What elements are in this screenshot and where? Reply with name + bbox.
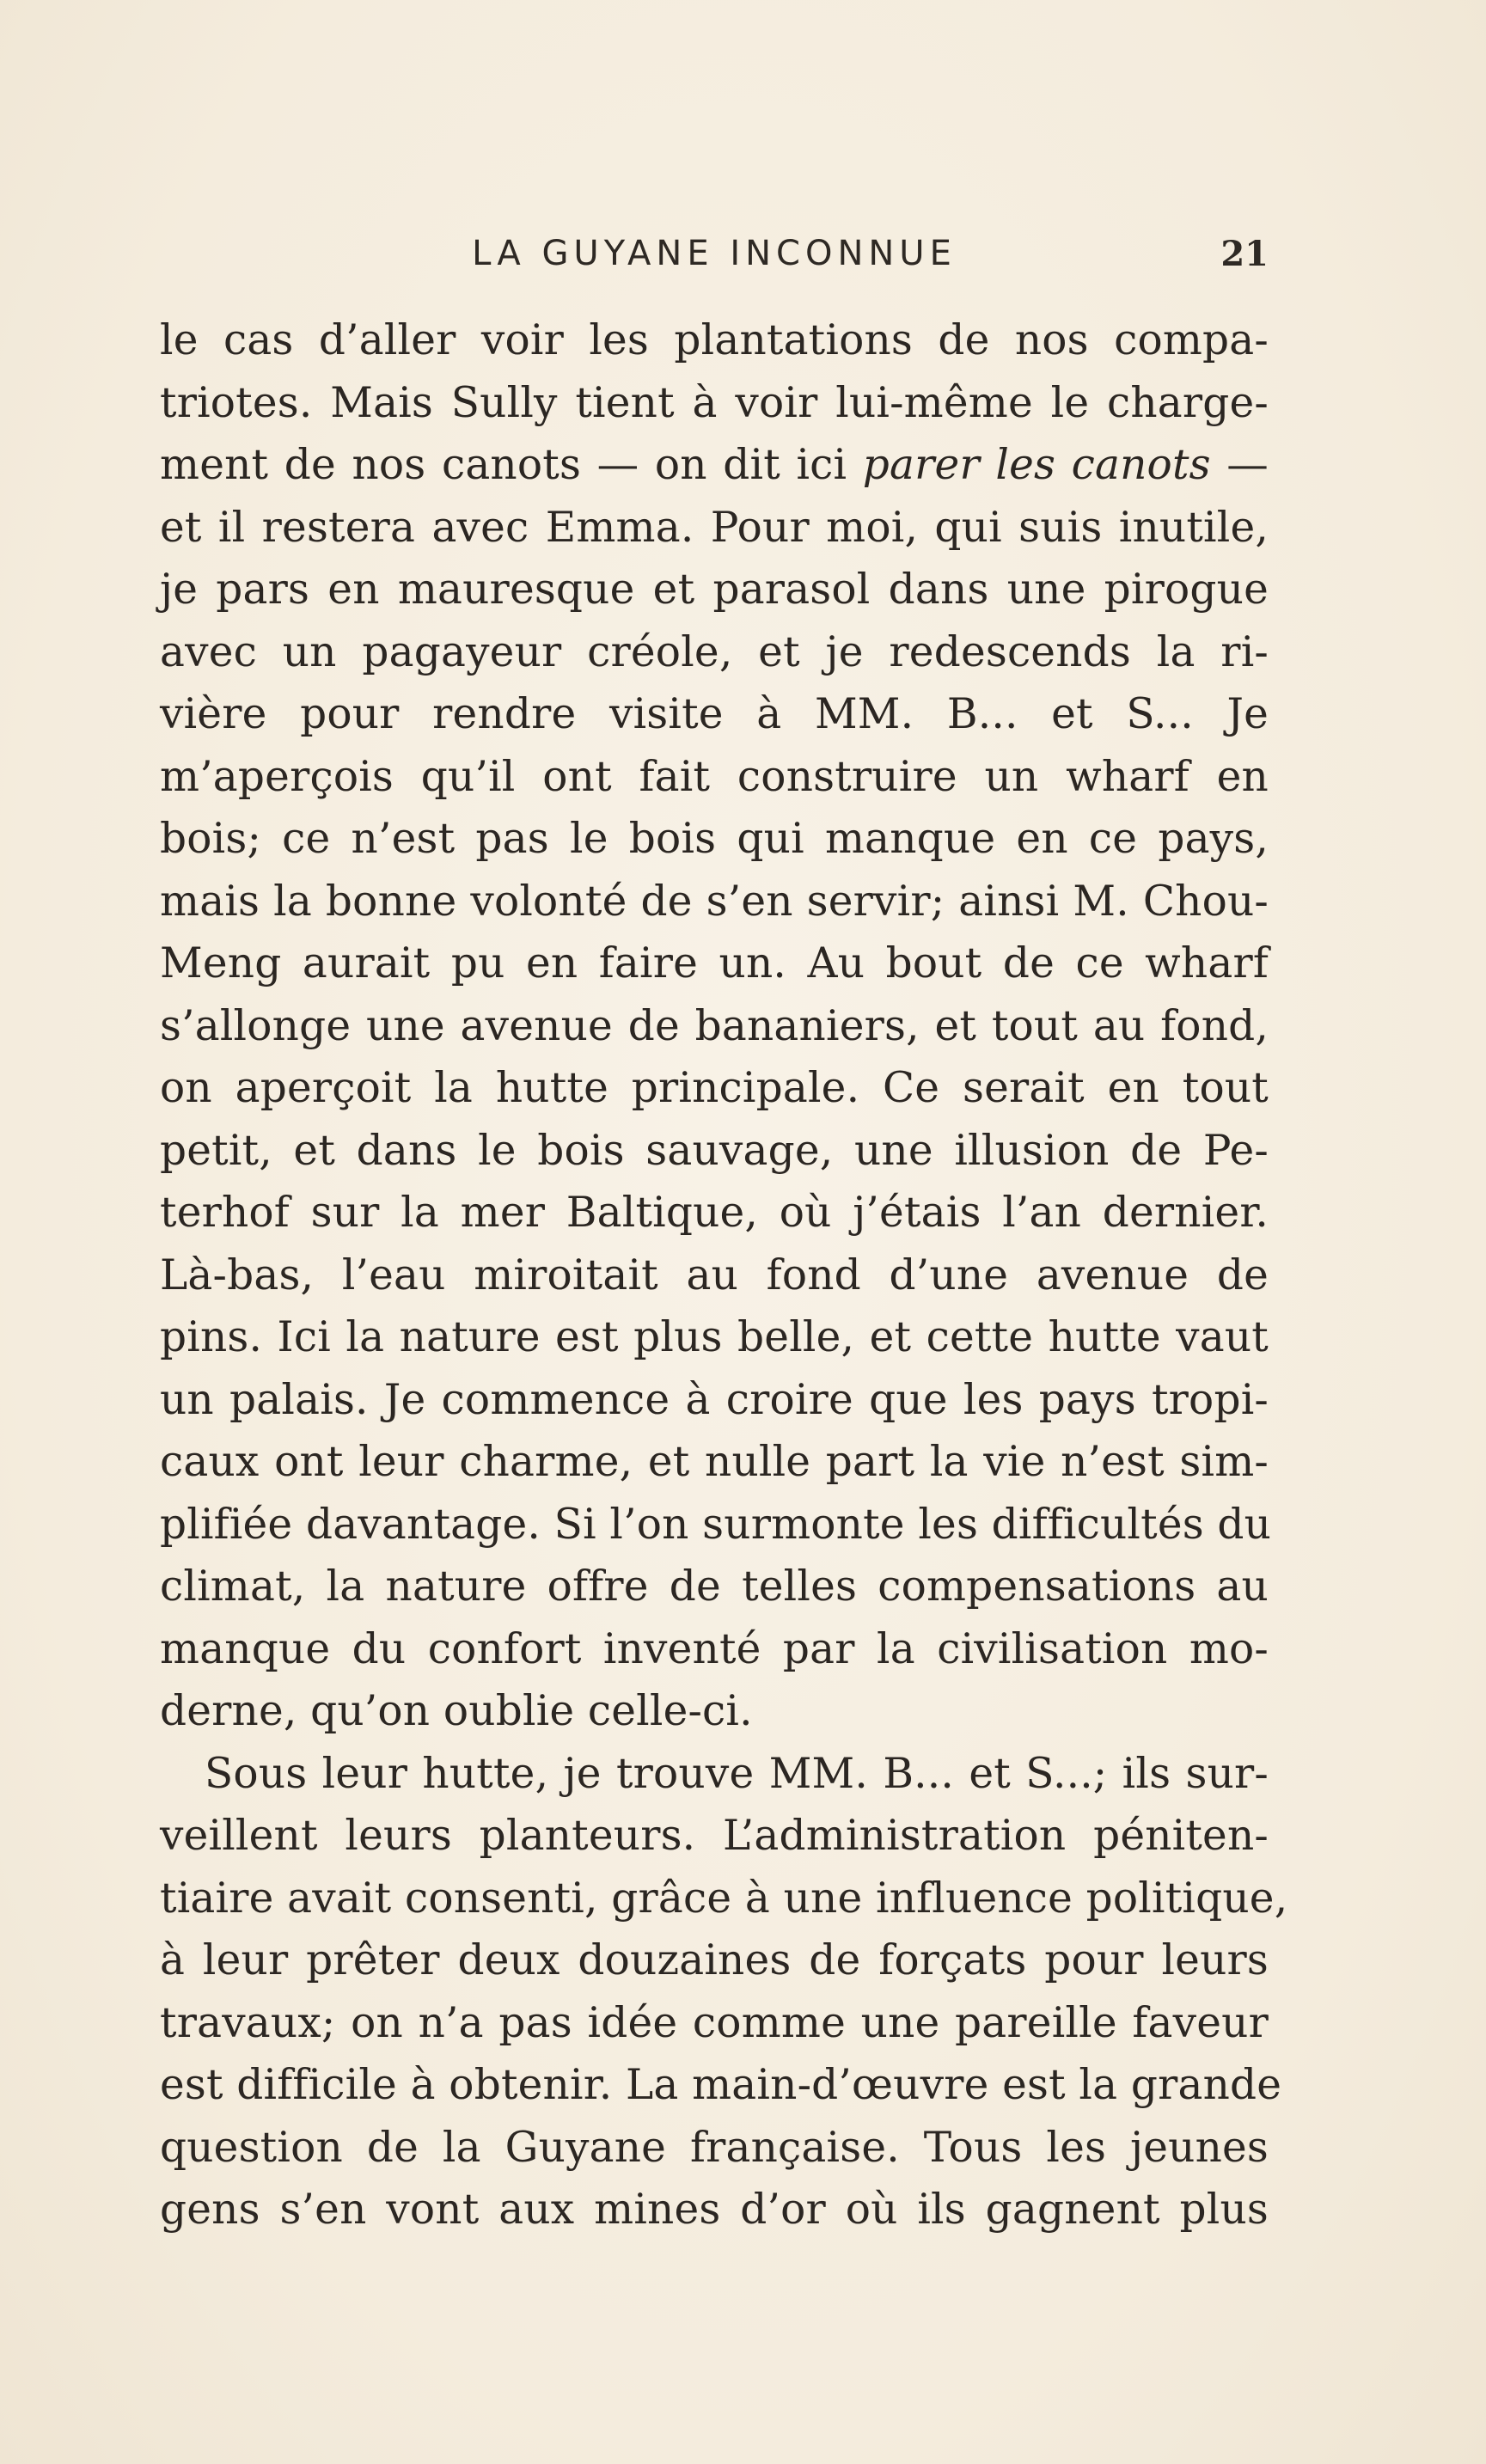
text-line: on aperçoit la hutte principale. Ce serait en tout (160, 1064, 1269, 1112)
text-line: Là-bas, l’eau miroitait au fond d’une avenue de (160, 1250, 1269, 1299)
body-text (160, 309, 1288, 2241)
text-line: je pars en mauresque et parasol dans une pirogue (160, 566, 1269, 614)
text-line: terhof sur la mer Baltique, où j’étais l’an dernier. (160, 1189, 1269, 1237)
text-line: avec un pagayeur créole, et je redescends la ri- (160, 627, 1269, 676)
text-line: pins. Ici la nature est plus belle, et cette hutte vaut (160, 1313, 1269, 1361)
text-line: le cas d’aller voir les plantations de nos compa- (160, 316, 1269, 364)
text-line: petit, et dans le bois sauvage, une illusion de Pe- (160, 1126, 1269, 1175)
text-line: à leur prêter deux douzaines de forçats pour leurs (160, 1936, 1269, 1984)
text-line: Meng aurait pu en faire un. Au bout de ce wharf (160, 939, 1269, 987)
text-line: gens s’en vont aux mines d’or où ils gagnent plus (160, 2186, 1269, 2234)
text-line: climat, la nature offre de telles compensations au (160, 1562, 1269, 1611)
text-line: plifiée davantage. Si l’on surmonte les difficultés du (160, 1500, 1272, 1549)
text-line-segment: — (1210, 441, 1269, 489)
page-number: 21 (1220, 234, 1269, 274)
text-line: est difficile à obtenir. La main-d’œuvre est la grande (160, 2061, 1282, 2109)
text-line: caux ont leur charme, et nulle part la vie n’est sim- (160, 1438, 1269, 1486)
text-line: et il restera avec Emma. Pour moi, qui suis inutile, (160, 503, 1269, 552)
text-line: triotes. Mais Sully tient à voir lui-même le charge- (160, 378, 1269, 427)
text-line: mais la bonne volonté de s’en servir; ainsi M. Chou- (160, 877, 1269, 926)
text-line: question de la Guyane française. Tous les jeunes (160, 2123, 1269, 2172)
text-line: m’aperçois qu’il ont fait construire un wharf en (160, 752, 1269, 801)
text-line (160, 434, 1269, 497)
text-line: travaux; on n’a pas idée comme une pareille faveur (160, 1998, 1269, 2047)
text-line: tiaire avait consenti, grâce à une influence politique, (160, 1874, 1288, 1923)
paragraph-start-line: Sous leur hutte, je trouve MM. B... et S...; ils sur- (205, 1749, 1269, 1798)
text-line: vière pour rendre visite à MM. B... et S... Je (160, 690, 1269, 738)
italic-phrase: parer les canots (862, 441, 1211, 489)
text-line: manque du confort inventé par la civilisation mo- (160, 1624, 1269, 1673)
text-line-segment: ment de nos canots — on dit ici (160, 441, 863, 489)
text-line: veillent leurs planteurs. L’administration péniten- (160, 1812, 1269, 1860)
paragraph-end-line: derne, qu’on oublie celle-ci. (160, 1687, 753, 1735)
text-line: bois; ce n’est pas le bois qui manque en ce pays, (160, 815, 1269, 863)
text-line: un palais. Je commence à croire que les pays tropi- (160, 1375, 1269, 1424)
running-head (160, 234, 1269, 277)
text-line: s’allonge une avenue de bananiers, et tout au fond, (160, 1001, 1269, 1050)
running-title: LA GUYANE INCONNUE (472, 234, 957, 273)
